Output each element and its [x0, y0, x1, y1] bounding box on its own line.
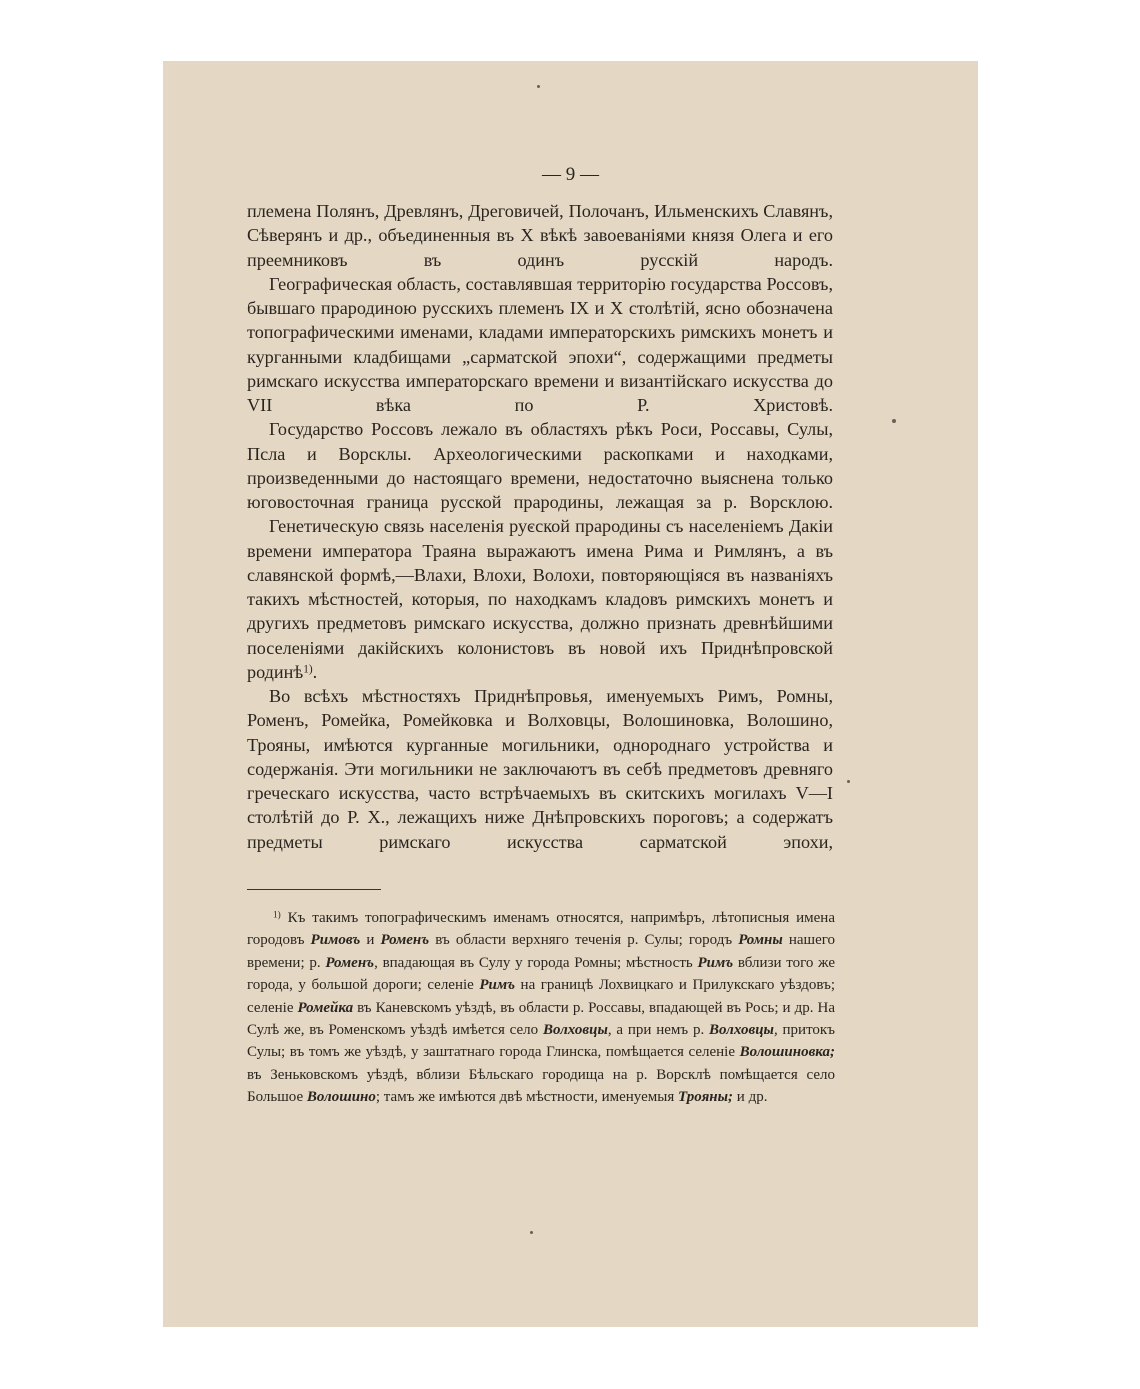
- footnote-place-name: Волошиновка;: [739, 1044, 835, 1061]
- paragraph-text: Генетическую связь населенія русской прародины съ населеніемъ Дакіи времени императора Траяна выражаютъ имена Рима и Римлянъ, а въ славянской формѣ,—Влахи, Влохи, Волохи, повторяющіяся въ названіяхъ такихъ мѣстностей, которыя, по находкамъ кладовъ римскихъ монетъ и другихъ предметовъ римскаго искусства, должно признать древнѣйшими поселеніями дакійскихъ колонистовъ въ новой ихъ Приднѣпровской родинѣ: [247, 516, 833, 682]
- paper-speck: [847, 780, 850, 783]
- paragraph: Во всѣхъ мѣстностяхъ Приднѣпровья, именуемыхъ Римъ, Ромны, Роменъ, Ромейка, Ромейковка и Волховцы, Волошиновка, Волошино, Трояны, имѣются курганные могильники, однороднаго устройства и содержанія. Эти могильники не заключаютъ въ себѣ предметовъ древняго греческаго искусства, часто встрѣчаемыхъ въ скитскихъ могилахъ V—I столѣтій до Р. Х., лежащихъ ниже Днѣпровскихъ пороговъ; а содержатъ предметы римскаго искусства сарматской эпохи,: [247, 686, 833, 852]
- footnote-segment: , впадающая въ Сулу у города Ромны; мѣстность: [374, 954, 698, 971]
- paragraph: Географическая область, составлявшая территорію государства Россовъ, бывшаго прародиною русскихъ племенъ IX и X столѣтій, ясно обозначена топографическими именами, кладами императорскихъ римскихъ монетъ и курганными кладбищами „сарматской эпохи“, содержащими предметы римскаго искусства императорскаго времени и византійскаго искусства до VII вѣка по Р. Христовѣ.: [247, 273, 833, 415]
- footnote-place-name: Ромны: [738, 932, 783, 949]
- paper-speck: [530, 1231, 533, 1234]
- footnote-segment: въ Зеньковскомъ уѣздѣ, вблизи Бѣльскаго городища на р. Ворсклѣ помѣщается село Большое: [247, 1066, 835, 1106]
- footnote-text: [247, 907, 835, 1109]
- footnote-place-name: Волховцы: [709, 1022, 774, 1039]
- paragraph: Государство Россовъ лежало въ областяхъ рѣкъ Роси, Россавы, Сулы, Псла и Ворсклы. Археологическими раскопками и находками, произведенными до настоящаго времени, недостаточно выяснена только юговосточная граница русской прародины, лежащая за р. Ворсклою.: [247, 419, 833, 512]
- paper-speck: [537, 85, 540, 88]
- footnote-place-name: Трояны;: [677, 1089, 734, 1106]
- footnote-place-name: Римъ: [479, 977, 516, 994]
- footnote-segment: нашего времени; р.: [247, 932, 836, 971]
- footnote-segment: ; тамъ же имѣются двѣ мѣстности, именуемыя: [375, 1089, 678, 1106]
- book-page: [163, 61, 978, 1327]
- footnote-place-name: Римовъ: [310, 932, 361, 949]
- footnote-place-name: Волховцы: [542, 1022, 608, 1039]
- footnote-segment: , а при немъ р.: [607, 1022, 710, 1039]
- paragraph: [247, 514, 833, 684]
- footnote: [247, 907, 835, 1109]
- footnote-reference: 1): [303, 663, 313, 676]
- footnote-divider: [247, 889, 381, 890]
- paragraph: племена Полянъ, Древлянъ, Дреговичей, Полочанъ, Ильменскихъ Славянъ, Сѣверянъ и др., объединенныя въ X вѣкѣ завоеваніями князя Олега и его преемниковъ въ одинъ русскій народъ.: [247, 201, 833, 270]
- body-text: [247, 199, 833, 854]
- footnote-place-name: Роменъ: [380, 932, 430, 949]
- footnote-segment: въ области верхняго теченія р. Сулы; городъ: [429, 932, 739, 949]
- footnote-place-name: Волошино: [306, 1089, 376, 1106]
- footnote-segment: вблизи того же города, у большой дороги; селеніе: [247, 954, 835, 994]
- footnote-segment: , притокъ Сулы; въ томъ же уѣздѣ, у заштатнаго города Глинска, помѣщается селеніе: [247, 1022, 835, 1061]
- footnote-place-name: Ромейка: [297, 999, 354, 1016]
- footnote-place-name: Римъ: [697, 954, 734, 971]
- footnote-segment: Къ такимъ топографическимъ именамъ относятся, напримѣръ, лѣтописныя имена городовъ: [247, 910, 835, 949]
- footnote-place-name: Роменъ: [325, 954, 375, 971]
- paragraph-tail: .: [312, 661, 318, 682]
- footnote-mark: 1): [273, 910, 281, 921]
- footnote-segment: и др.: [733, 1089, 768, 1106]
- page-number: — 9 —: [542, 164, 599, 185]
- footnote-segment: и: [360, 932, 381, 949]
- footnote-segment: на границѣ Лохвицкаго и Прилукскаго уѣздовъ; селеніе: [247, 977, 835, 1016]
- footnote-segment: въ Каневскомъ уѣздѣ, въ области р. Россавы, впадающей въ Рось; и др. На Сулѣ же, въ Роменскомъ уѣздѣ имѣется село: [247, 999, 835, 1039]
- paper-speck: [892, 419, 896, 423]
